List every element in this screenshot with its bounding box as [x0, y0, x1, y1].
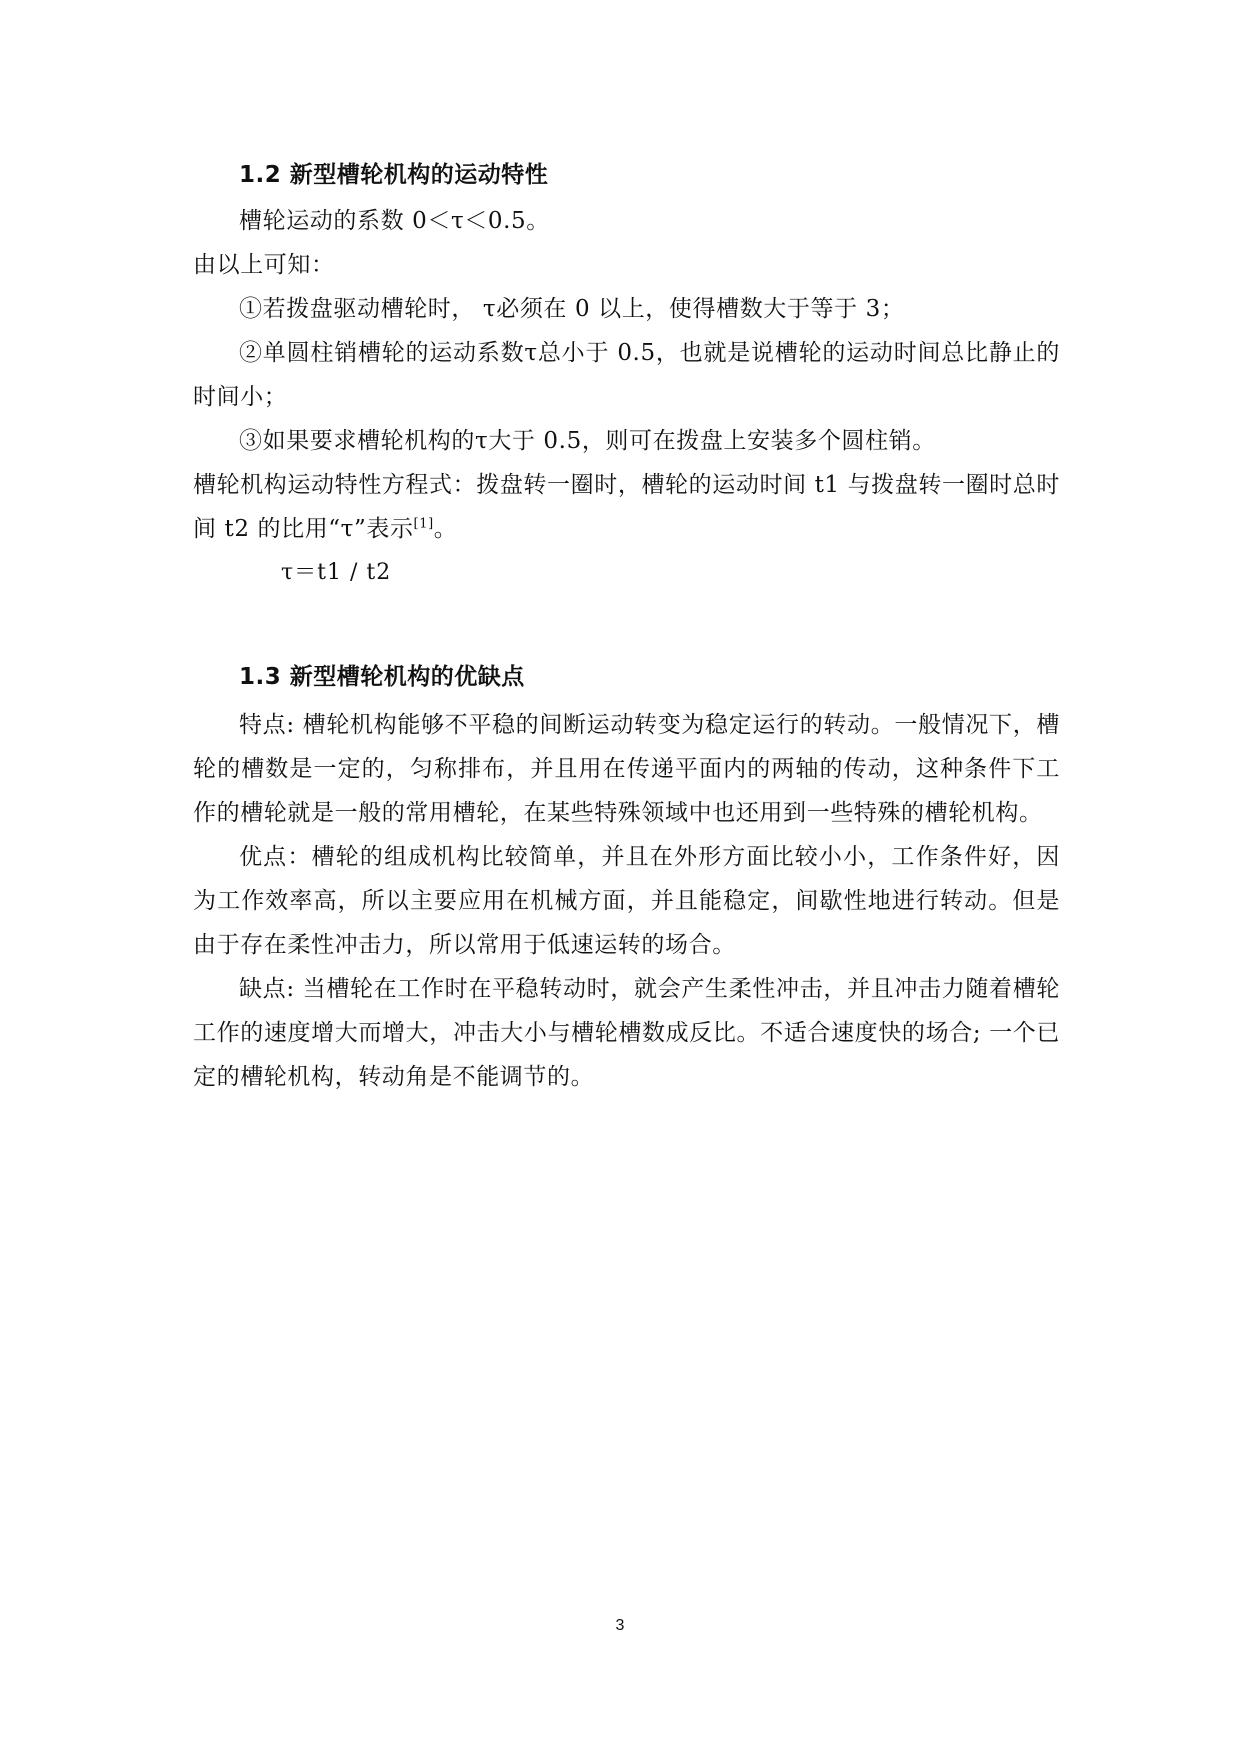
- advantages-paragraph: 优点：槽轮的组成机构比较简单，并且在外形方面比较小小，工作条件好，因为工作效率高，所以主要应用在机械方面，并且能稳定，间歇性地进行转动。但是由于存在柔性冲击力，所以常用于低速运转的场合。: [193, 844, 1060, 958]
- citation-reference[interactable]: [1]: [413, 516, 434, 532]
- section-heading-1-2: 1.2 新型槽轮机构的运动特性: [239, 162, 549, 188]
- page-number: 3: [615, 1617, 625, 1634]
- page-content: [193, 155, 1060, 1099]
- list-item-3: ③如果要求槽轮机构的τ大于 0.5，则可在拨盘上安装多个圆柱销。: [239, 428, 936, 454]
- equation-description: [193, 463, 1060, 551]
- equation-description-text: 槽轮机构运动特性方程式：拨盘转一圈时，槽轮的运动时间 t1 与拨盘转一圈时总时间 t2 的比用“τ”表示: [193, 472, 1060, 542]
- equation-description-end: 。: [433, 516, 458, 542]
- section-heading-1-3: 1.3 新型槽轮机构的优缺点: [239, 664, 525, 690]
- list-item-1: ①若拨盘驱动槽轮时， τ必须在 0 以上，使得槽数大于等于 3；: [239, 296, 905, 322]
- coefficient-line: 槽轮运动的系数 0＜τ＜0.5。: [239, 208, 550, 234]
- formula: τ＝t1 / t2: [281, 560, 392, 585]
- disadvantages-paragraph: 缺点: 当槽轮在工作时在平稳转动时，就会产生柔性冲击，并且冲击力随着槽轮工作的速度增大而增大，冲击大小与槽轮槽数成反比。不适合速度快的场合; 一个已定的槽轮机构，转动角是不能调节的。: [193, 976, 1060, 1090]
- conclusion-intro: 由以上可知：: [193, 252, 335, 278]
- features-paragraph: 特点: 槽轮机构能够不平稳的间断运动转变为稳定运行的转动。一般情况下，槽轮的槽数是一定的，匀称排布，并且用在传递平面内的两轴的传动，这种条件下工作的槽轮就是一般的常用槽轮，在某些特殊领域中也还用到一些特殊的槽轮机构。: [193, 712, 1060, 826]
- list-item-2: ②单圆柱销槽轮的运动系数τ总小于 0.5，也就是说槽轮的运动时间总比静止的时间小；: [193, 340, 1060, 410]
